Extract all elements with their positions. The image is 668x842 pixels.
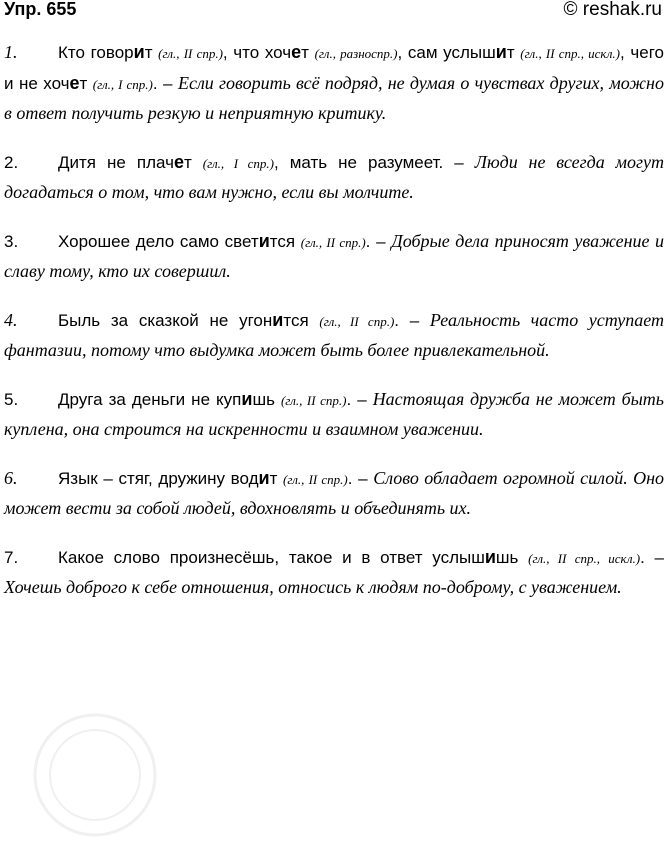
text-segment: т [506, 43, 521, 62]
highlighted-ending: и [484, 546, 496, 567]
page-header [0, 0, 668, 24]
text-segment: . – [640, 547, 665, 567]
explanation-text: Настоящая дружба не может быть куплена, она строится на искренности и взаимном уважении. [4, 388, 665, 439]
highlighted-ending: е [173, 151, 184, 172]
highlighted-ending: е [69, 72, 80, 93]
grammar-note: (гл., II спр., искл.) [528, 550, 641, 566]
text-segment: Друга за деньги не куп [58, 389, 242, 409]
text-segment: Какое слово произнесёшь, такое и в ответ услыш [58, 547, 485, 567]
grammar-note: (гл., II спр.) [158, 46, 223, 61]
explanation-text: Если говорить всё подряд, не думая о чувствах других, можно в ответ получить резкую и неприятную критику. [4, 72, 664, 123]
text-segment: т [79, 73, 93, 93]
text-segment: , сам услыш [397, 43, 496, 62]
explanation-text: Добрые дела приносят уважение и славу тому, кто их совершил. [4, 230, 665, 281]
exercise-item [4, 227, 664, 287]
text-segment: . – [347, 468, 374, 488]
item-number: 3. [4, 231, 19, 251]
exercise-item [4, 38, 664, 129]
exercise-item [4, 306, 664, 366]
text-segment: Быль за сказкой не угон [58, 310, 273, 330]
text-segment: шь [495, 547, 529, 567]
grammar-note: (гл., II спр.) [319, 313, 395, 329]
exercise-item [4, 385, 664, 445]
grammar-note: (гл., разноспр.) [314, 46, 398, 61]
site-credit: © reshak.ru [563, 0, 662, 20]
text-segment: . – [152, 73, 178, 93]
text-segment: т [183, 152, 203, 172]
text-segment: . – [365, 231, 392, 251]
explanation-text: Реальность часто уступает фантазии, потому что выдумка может быть более привлекательной. [4, 309, 664, 360]
watermark-stamp [30, 710, 160, 840]
highlighted-ending: и [258, 467, 270, 488]
grammar-note: (гл., I спр.) [202, 155, 274, 171]
exercise-item [4, 148, 664, 208]
highlighted-ending: и [495, 42, 507, 62]
exercise-title: Упр. 655 [4, 0, 77, 19]
grammar-note: (гл., II спр.) [300, 234, 366, 250]
item-number: 2. [4, 152, 19, 172]
item-number: 6. [4, 467, 18, 488]
exercise-item [4, 543, 664, 603]
explanation-text: Слово обладает огромной силой. Оно может вести за собой людей, вдохновлять и объединять их. [4, 467, 665, 518]
text-segment: шь [252, 389, 281, 409]
exercise-item [4, 464, 664, 524]
grammar-note: (гл., II спр., искл.) [520, 46, 621, 61]
text-segment: , чего и не хоч [4, 43, 664, 93]
text-segment: Дитя не плач [58, 152, 174, 172]
text-segment: , мать не разумеет. – [273, 152, 475, 172]
explanation-text: Люди не всегда могут догадаться о том, что вам нужно, если вы молчите. [4, 151, 664, 202]
grammar-note: (гл., II спр.) [280, 392, 347, 408]
item-number: 7. [4, 547, 19, 567]
text-segment: т [144, 43, 159, 62]
text-segment: . – [394, 310, 430, 330]
grammar-note: (гл., I спр.) [92, 76, 153, 92]
item-number: 5. [4, 389, 19, 409]
text-segment: т [301, 43, 315, 62]
text-segment: . – [346, 389, 373, 409]
highlighted-ending: и [133, 42, 145, 62]
highlighted-ending: и [272, 309, 284, 330]
highlighted-ending: и [258, 230, 270, 251]
text-segment: тся [283, 310, 320, 330]
text-segment: тся [269, 231, 301, 251]
text-segment: т [269, 468, 284, 488]
text-segment: Хорошее дело само свет [58, 231, 259, 251]
highlighted-ending: е [291, 42, 302, 62]
text-segment: Язык – стяг, дружину вод [58, 468, 259, 488]
explanation-text: Хочешь доброго к себе отношения, относись к людям по-доброму, с уважением. [4, 577, 622, 597]
text-segment: Кто говор [58, 43, 134, 62]
grammar-note: (гл., II спр.) [283, 471, 348, 487]
exercise-items [4, 38, 664, 622]
highlighted-ending: и [241, 388, 253, 409]
item-number: 4. [4, 309, 18, 330]
text-segment: , что хоч [222, 43, 292, 62]
item-number: 1. [4, 42, 18, 62]
